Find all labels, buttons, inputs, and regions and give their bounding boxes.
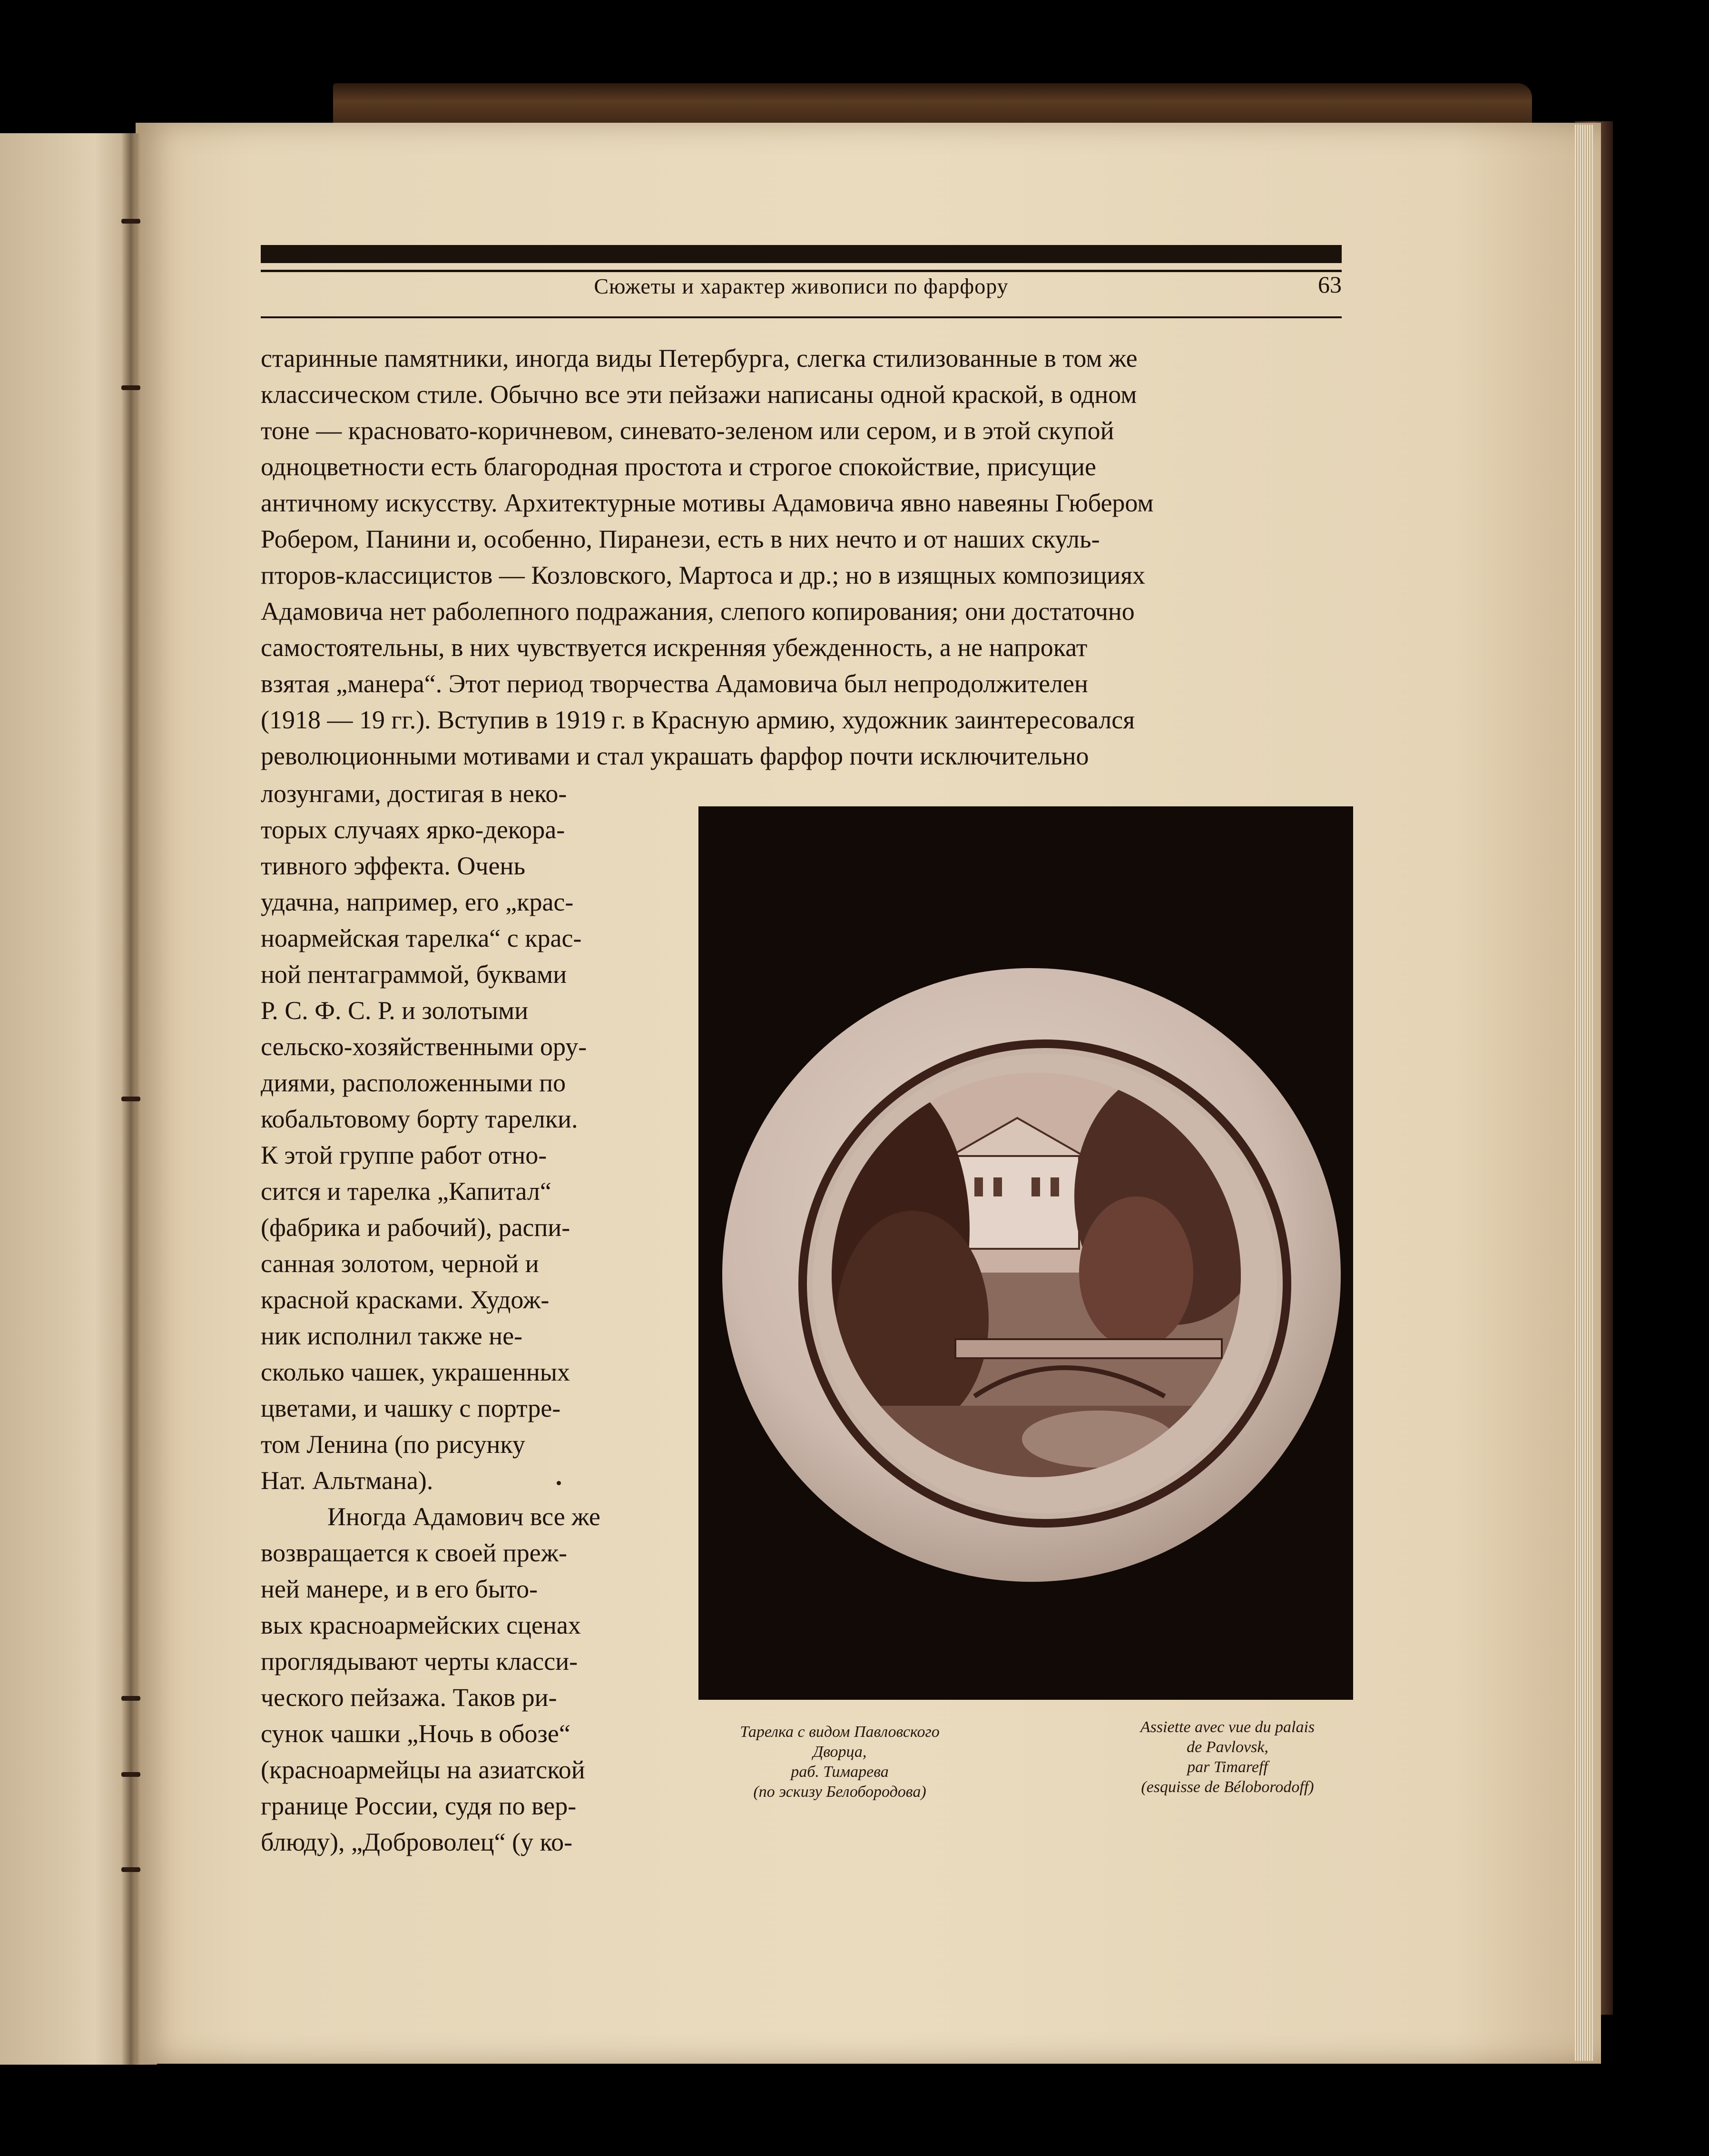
text-line: (красноармейцы на азиатской — [261, 1755, 585, 1784]
header-rule-thin — [261, 270, 1342, 272]
text-line: Адамовича нет раболепного подражания, слепого копирования; они достаточно — [261, 597, 1135, 626]
text-line: удачна, например, его „крас- — [261, 888, 574, 916]
caption-french — [1094, 1717, 1361, 1797]
text-line: Нат. Альтмана). — [261, 1466, 433, 1495]
page-stack-edges — [1575, 125, 1593, 2061]
caption-line: раб. Тимарева — [791, 1763, 889, 1781]
text-line: том Ленина (по рисунку — [261, 1430, 525, 1459]
binding-stitch — [121, 385, 140, 390]
full-width-paragraph — [261, 340, 1342, 774]
text-line: возвращается к своей преж- — [261, 1539, 568, 1567]
text-line: тивного эффекта. Очень — [261, 852, 526, 880]
caption-line: Дворца, — [813, 1743, 867, 1761]
text-line: вых красноармейских сценах — [261, 1611, 581, 1639]
text-line: торых случаях ярко-декора- — [261, 815, 565, 844]
binding-stitch — [121, 1867, 140, 1872]
binding-stitch — [121, 1696, 140, 1701]
text-line: самостоятельны, в них чувствуется искренняя убежденность, а не напрокат — [261, 633, 1088, 662]
column-text — [261, 775, 646, 1860]
page-number: 63 — [1318, 271, 1342, 298]
text-line: ческого пейзажа. Таков ри- — [261, 1683, 557, 1712]
caption-line: Assiette avec vue du palais — [1140, 1718, 1315, 1736]
text-line: взятая „манера“. Этот период творчества Адамовича был непродолжителен — [261, 669, 1088, 698]
text-line: диями, расположенными по — [261, 1068, 566, 1097]
caption-line: (по эскизу Белобородова) — [753, 1783, 926, 1801]
text-line: революционными мотивами и стал украшать фарфор почти исключительно — [261, 742, 1089, 770]
header-rule-thick — [261, 245, 1342, 263]
text-line: сельско-хозяйственными ору- — [261, 1032, 587, 1061]
text-line: санная золотом, черной и — [261, 1249, 539, 1278]
text-line: ник исполнил также не- — [261, 1322, 523, 1350]
text-line: (фабрика и рабочий), распи- — [261, 1213, 570, 1242]
text-line: К этой группе работ отно- — [261, 1141, 547, 1169]
caption-line: par Timareff — [1187, 1758, 1268, 1776]
running-head-title: Сюжеты и характер живописи по фарфору — [594, 274, 1009, 298]
text-line: кобальтовому борту тарелки. — [261, 1105, 578, 1133]
binding-stitch — [121, 219, 140, 224]
text-line: сится и тарелка „Капитал“ — [261, 1177, 551, 1205]
binding-stitch — [121, 1772, 140, 1777]
stray-dot-mark — [557, 1481, 561, 1485]
text-line: цветами, и чашку с портре- — [261, 1394, 561, 1422]
text-line: ноармейская тарелка“ с крас- — [261, 924, 582, 952]
text-line: Р. С. Ф. С. Р. и золотыми — [261, 996, 529, 1025]
text-line: (1918 — 19 гг.). Вступив в 1919 г. в Красную армию, художник заинтересовался — [261, 706, 1135, 734]
text-line: тоне — красновато-коричневом, синевато-зеленом или сером, и в этой скупой — [261, 416, 1114, 445]
header-rule-bottom — [261, 316, 1342, 318]
text-line: старинные памятники, иногда виды Петербурга, слегка стилизованные в том же — [261, 344, 1138, 372]
text-line: границе России, судя по вер- — [261, 1792, 577, 1820]
text-line: красной красками. Худож- — [261, 1285, 550, 1314]
plate-landscape-painting — [832, 1073, 1241, 1477]
text-line: одноцветности есть благородная простота и строгое спокойствие, присущие — [261, 452, 1097, 481]
text-line: ной пентаграммой, буквами — [261, 960, 567, 989]
running-head — [261, 271, 1342, 307]
caption-russian — [685, 1722, 994, 1802]
caption-line: de Pavlovsk, — [1187, 1738, 1268, 1756]
book-cover-top-edge — [333, 83, 1532, 128]
caption-line: (esquisse de Béloborodoff) — [1141, 1778, 1314, 1796]
plate-photograph — [698, 806, 1353, 1700]
text-line: ней манере, и в его быто- — [261, 1575, 538, 1603]
text-line: Робером, Панини и, особенно, Пиранези, есть в них нечто и от наших скуль- — [261, 525, 1100, 553]
binding-stitch — [121, 1097, 140, 1101]
text-line: сунок чашки „Ночь в обозе“ — [261, 1719, 570, 1748]
text-line: классическом стиле. Обычно все эти пейзажи написаны одной краской, в одном — [261, 380, 1137, 409]
text-line: проглядывают черты класси- — [261, 1647, 578, 1676]
text-line: сколько чашек, украшенных — [261, 1358, 570, 1386]
text-line: лозунгами, достигая в неко- — [261, 779, 567, 808]
text-line-last — [261, 1462, 646, 1499]
text-line: античному искусству. Архитектурные мотивы Адамовича явно навеяны Гюбером — [261, 489, 1154, 517]
text-line: блюду), „Доброволец“ (у ко- — [261, 1828, 573, 1856]
palace-landscape-illustration — [832, 1073, 1241, 1477]
text-line: Иногда Адамович все же — [327, 1502, 600, 1531]
caption-line: Тарелка с видом Павловского — [740, 1723, 940, 1741]
text-line: пторов-классицистов — Козловского, Мартоса и др.; но в изящных композициях — [261, 561, 1146, 589]
